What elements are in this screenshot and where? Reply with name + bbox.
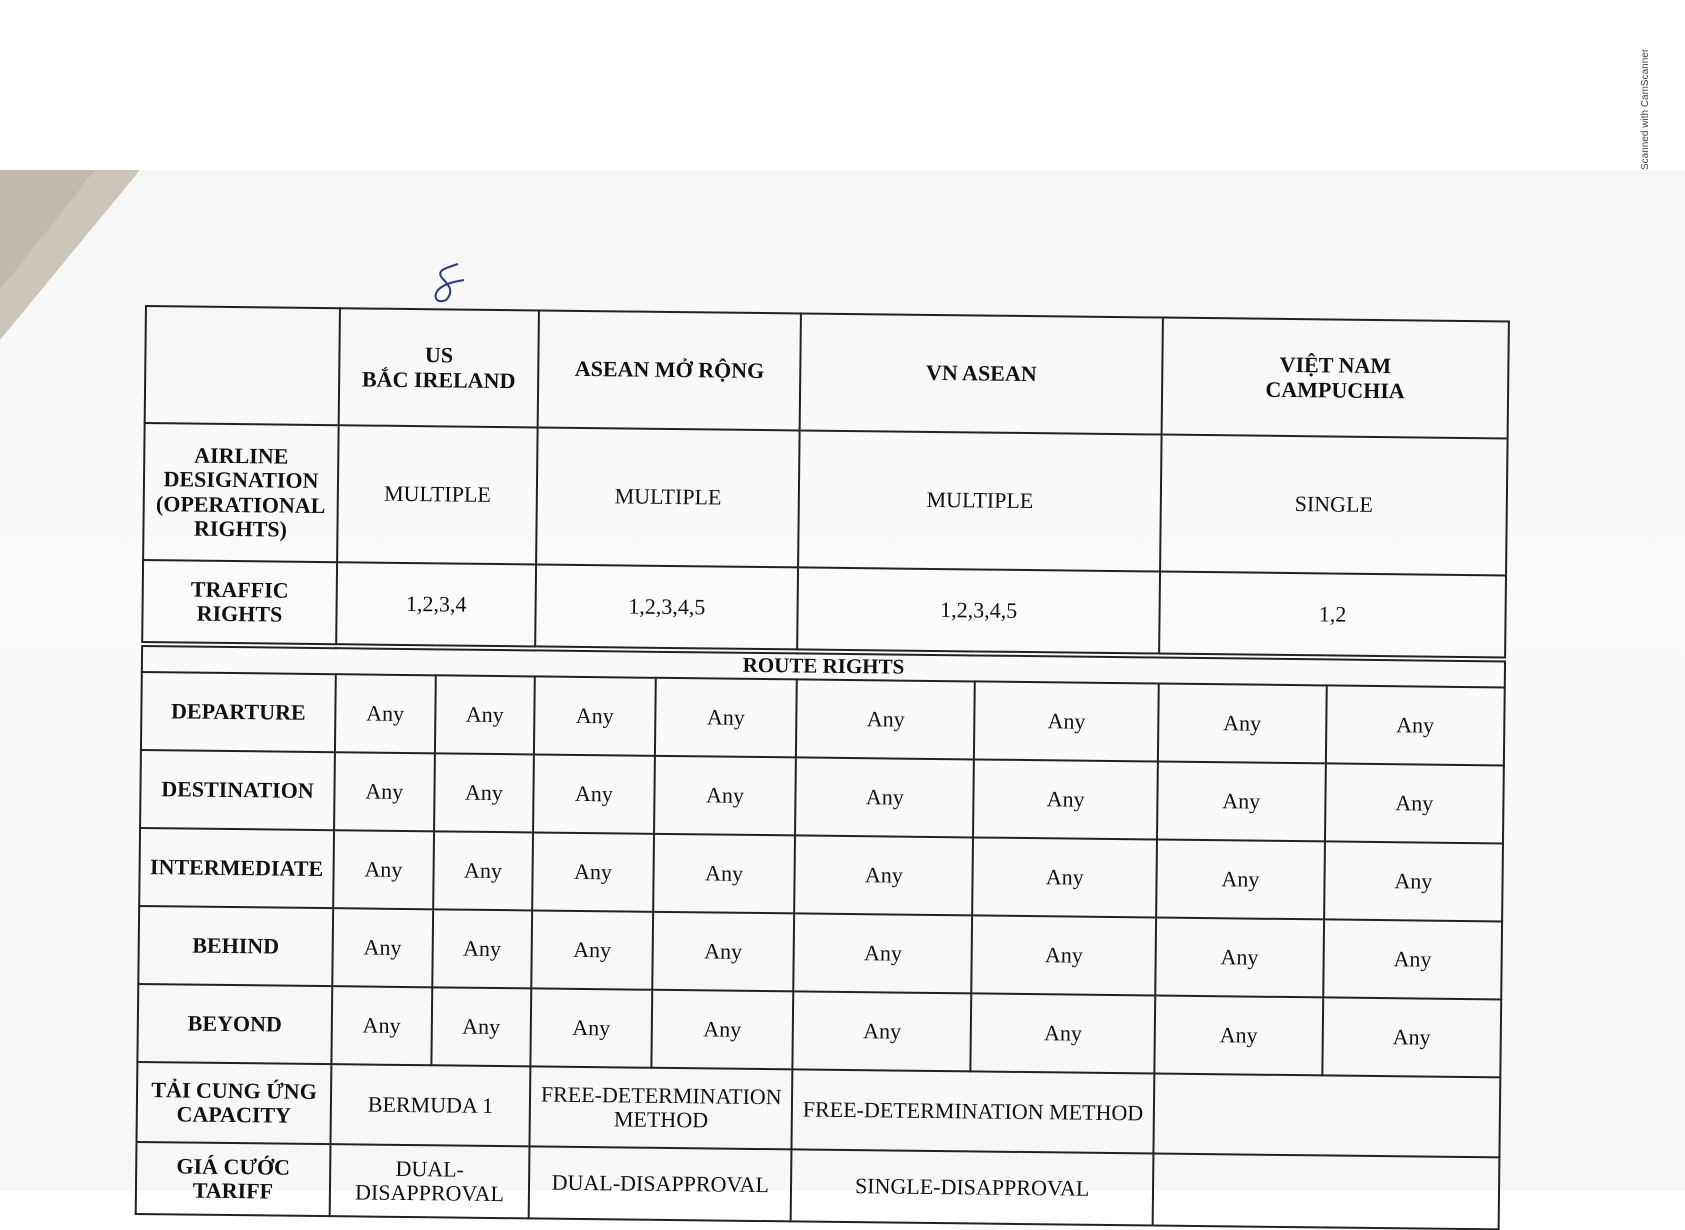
route-cell: Any: [653, 834, 795, 914]
tariff-vn-cam: [1153, 1153, 1500, 1229]
capacity-label-1: TẢI CUNG ỨNG: [151, 1076, 317, 1104]
paper-corner-shadow-inner: [0, 170, 95, 290]
route-cell: Any: [654, 756, 796, 836]
route-cell: Any: [532, 832, 653, 911]
capacity-asean: [530, 1066, 793, 1149]
designation-label-4: RIGHTS): [193, 515, 288, 542]
designation-label-1: AIRLINE: [194, 442, 289, 469]
route-cell: Any: [1325, 763, 1504, 843]
route-cell: Any: [331, 986, 431, 1065]
route-cell: Any: [1157, 762, 1326, 842]
route-cell: Any: [335, 674, 435, 753]
route-cell: Any: [1324, 841, 1503, 921]
route-cell: Any: [1156, 840, 1325, 920]
designation-label-2: DESIGNATION: [163, 466, 319, 494]
header-row: [145, 306, 1509, 438]
route-cell: Any: [1155, 918, 1324, 998]
traffic-row: [142, 560, 1506, 659]
traffic-label-2: RIGHTS: [196, 600, 283, 627]
traffic-asean: 1,2,3,4,5: [535, 564, 798, 651]
route-cell: Any: [973, 837, 1157, 917]
col-header-vn-asean: VN ASEAN: [800, 313, 1163, 434]
designation-label-3: (OPERATIONAL: [155, 490, 326, 518]
route-cell: Any: [1326, 685, 1505, 765]
col-header-us-line2: BẮC IRELAND: [361, 365, 516, 393]
route-cell: Any: [334, 752, 434, 831]
route-cell: Any: [655, 678, 797, 758]
capacity-asean-line1: FREE-DETERMINATION: [540, 1081, 782, 1110]
route-cell: Any: [652, 912, 794, 992]
route-cell: Any: [431, 987, 531, 1066]
route-cell: Any: [531, 910, 652, 989]
row-header-traffic: [142, 560, 337, 646]
traffic-vn-asean: 1,2,3,4,5: [797, 567, 1160, 655]
route-cell: Any: [794, 835, 973, 915]
route-cell: Any: [1322, 997, 1501, 1077]
row-header-intermediate: INTERMEDIATE: [139, 828, 334, 908]
route-cell: Any: [651, 990, 793, 1070]
capacity-us: BERMUDA 1: [330, 1064, 530, 1146]
route-cell: Any: [432, 909, 532, 988]
designation-vn-asean: MULTIPLE: [798, 430, 1161, 571]
tariff-label-1: GIÁ CƯỚC: [176, 1153, 291, 1180]
col-header-vn-cam: [1162, 318, 1509, 439]
air-services-comparison-table: [135, 305, 1510, 1230]
tariff-row: [136, 1142, 1500, 1229]
route-cell: Any: [434, 753, 534, 832]
corner-cell: [145, 306, 340, 425]
designation-asean: MULTIPLE: [536, 427, 800, 567]
route-cell: Any: [1158, 684, 1327, 764]
capacity-vn-asean: FREE-DETERMINATION METHOD: [792, 1069, 1155, 1153]
route-cell: Any: [973, 759, 1157, 839]
route-cell: Any: [531, 988, 652, 1067]
col-header-asean: ASEAN MỞ RỘNG: [538, 310, 801, 430]
col-header-vn-cam-line1: VIỆT NAM: [1279, 352, 1392, 379]
row-header-departure: DEPARTURE: [141, 672, 336, 752]
row-header-capacity: [137, 1062, 332, 1144]
route-cell: Any: [795, 757, 974, 837]
col-header-us-line1: US: [424, 342, 454, 368]
row-header-behind: BEHIND: [138, 906, 333, 986]
tariff-asean: DUAL-DISAPPROVAL: [529, 1146, 792, 1221]
scan-top-margin: [0, 0, 1685, 170]
capacity-label-2: CAPACITY: [176, 1101, 292, 1128]
route-cell: Any: [1154, 996, 1323, 1076]
tariff-us-line2: DISAPPROVAL: [354, 1179, 505, 1207]
route-cell: Any: [434, 675, 534, 754]
designation-row: [143, 423, 1507, 575]
row-header-beyond: BEYOND: [137, 984, 332, 1064]
col-header-us: [339, 308, 540, 427]
route-cell: Any: [971, 993, 1155, 1073]
route-cell: Any: [333, 830, 433, 909]
route-cell: Any: [794, 913, 973, 993]
tariff-us-line1: DUAL-: [395, 1155, 465, 1182]
route-cell: Any: [533, 754, 654, 833]
route-cell: Any: [974, 681, 1158, 761]
route-cell: Any: [534, 676, 655, 755]
traffic-us: 1,2,3,4: [336, 562, 536, 648]
row-header-tariff: [136, 1142, 331, 1216]
route-cell: Any: [972, 915, 1156, 995]
designation-us: MULTIPLE: [337, 425, 538, 564]
capacity-row: [137, 1062, 1501, 1157]
tariff-label-2: TARIFF: [192, 1177, 274, 1204]
designation-vn-cam: SINGLE: [1160, 435, 1508, 576]
route-cell: Any: [793, 991, 972, 1071]
col-header-vn-cam-line2: CAMPUCHIA: [1265, 376, 1405, 403]
traffic-label-1: TRAFFIC: [190, 576, 289, 603]
tariff-us: [330, 1144, 530, 1218]
tariff-vn-asean: SINGLE-DISAPPROVAL: [791, 1149, 1153, 1225]
route-cell: Any: [332, 908, 432, 987]
route-cell: Any: [796, 679, 975, 759]
route-cell: Any: [433, 831, 533, 910]
scanner-watermark: Scanned with CamScanner: [1640, 48, 1651, 170]
traffic-vn-cam: 1,2: [1159, 572, 1506, 660]
capacity-vn-cam: [1153, 1073, 1500, 1157]
route-rights-title: ROUTE RIGHTS: [142, 644, 1505, 687]
route-cell: Any: [1323, 919, 1502, 999]
row-header-designation: [143, 423, 338, 562]
handwritten-mark: [428, 258, 468, 308]
capacity-asean-line2: METHOD: [613, 1106, 709, 1133]
row-header-destination: DESTINATION: [140, 750, 335, 830]
